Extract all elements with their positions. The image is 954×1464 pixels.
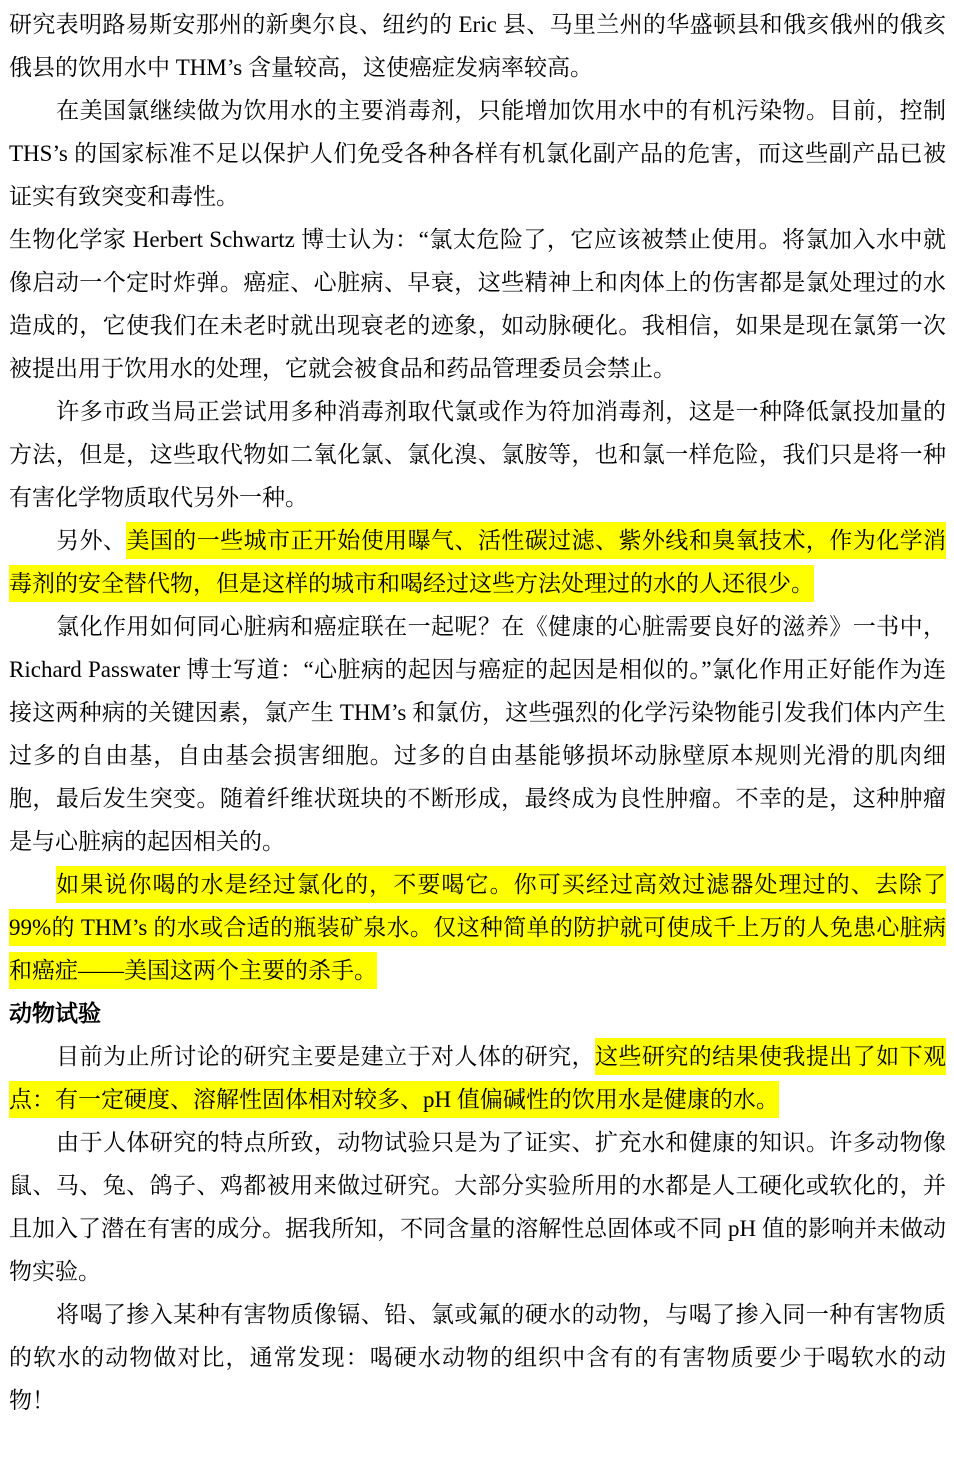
text-run: 另外、	[56, 528, 127, 553]
paragraph-us-chlorine-standard	[9, 89, 946, 218]
paragraph-hard-soft-water-comparison	[9, 1293, 946, 1422]
highlighted-text: 如果说你喝的水是经过氯化的，不要喝它。你可买经过高效过滤器处理过的、去除了 99%的 THM’s 的水或合适的瓶装矿泉水。仅这种简单的防护就可使成千上万的人免患心脏病和癌症——美国这两个主要的杀手。	[9, 866, 946, 989]
paragraph-human-research-viewpoint	[9, 1035, 946, 1121]
paragraph-advice-highlight	[9, 863, 946, 992]
highlighted-text: 这些研究的结果使我提出了如下观点：有一定硬度、溶解性固体相对较多、pH 值偏碱性的饮用水是健康的水。	[9, 1038, 946, 1118]
paragraph-animal-experiment-scope	[9, 1121, 946, 1293]
highlighted-text: 美国的一些城市正开始使用曝气、活性碳过滤、紫外线和臭氧技术，作为化学消毒剂的安全替代物，但是这样的城市和喝经过这些方法处理过的水的人还很少。	[9, 522, 946, 602]
paragraph-thm-study-results	[9, 3, 946, 89]
text-run: 将喝了掺入某种有害物质像镉、铅、氯或氟的硬水的动物，与喝了掺入同一种有害物质的软水的动物做对比，通常发现：喝硬水动物的组织中含有的有害物质要少于喝软水的动物！	[9, 1302, 946, 1413]
text-run: 生物化学家 Herbert Schwartz 博士认为：“氯太危险了，它应该被禁止使用。将氯加入水中就像启动一个定时炸弹。癌症、心脏病、早衰，这些精神上和肉体上的伤害都是氯处理过的水造成的，它使我们在未老时就出现衰老的迹象，如动脉硬化。我相信，如果是现在氯第一次被提出用于饮用水的处理，它就会被食品和药品管理委员会禁止。	[9, 227, 946, 381]
paragraph-herbert-schwartz-quote	[9, 218, 946, 390]
text-run: 许多市政当局正尝试用多种消毒剂取代氯或作为符加消毒剂，这是一种降低氯投加量的方法，但是，这些取代物如二氧化氯、氯化溴、氯胺等，也和氯一样危险，我们只是将一种有害化学物质取代另外一种。	[9, 399, 946, 510]
paragraph-safe-alternatives-highlight	[9, 519, 946, 605]
text-run: 由于人体研究的特点所致，动物试验只是为了证实、扩充水和健康的知识。许多动物像鼠、马、兔、鸽子、鸡都被用来做过研究。大部分实验所用的水都是人工硬化或软化的，并且加入了潜在有害的成分。据我所知，不同含量的溶解性总固体或不同 pH 值的影响并未做动物实验。	[9, 1130, 946, 1284]
text-run: 目前为止所讨论的研究主要是建立于对人体的研究，	[56, 1044, 595, 1069]
paragraph-chlorination-heart-disease-cancer	[9, 605, 946, 863]
text-run: 在美国氯继续做为饮用水的主要消毒剂，只能增加饮用水中的有机污染物。目前，控制 THS’s 的国家标准不足以保护人们免受各种各样有机氯化副产品的危害，而这些副产品已被证实有致突变和毒性。	[9, 98, 946, 209]
text-run: 氯化作用如何同心脏病和癌症联在一起呢？在《健康的心脏需要良好的滋养》一书中，Richard Passwater 博士写道：“心脏病的起因与癌症的起因是相似的。”氯化作用正好能作为连接这两种病的关键因素，氯产生 THM’s 和氯仿，这些强烈的化学污染物能引发我们体内产生过多的自由基，自由基会损害细胞。过多的自由基能够损坏动脉壁原本规则光滑的肌肉细胞，最后发生突变。随着纤维状斑块的不断形成，最终成为良性肿瘤。不幸的是，这种肿瘤是与心脏病的起因相关的。	[9, 614, 946, 854]
text-run: 动物试验	[9, 1001, 101, 1026]
section-heading-animal-tests	[9, 992, 946, 1035]
text-run: 研究表明路易斯安那州的新奥尔良、纽约的 Eric 县、马里兰州的华盛顿县和俄亥俄州的俄亥俄县的饮用水中 THM’s 含量较高，这使癌症发病率较高。	[9, 12, 946, 80]
paragraph-alternative-disinfectants	[9, 390, 946, 519]
